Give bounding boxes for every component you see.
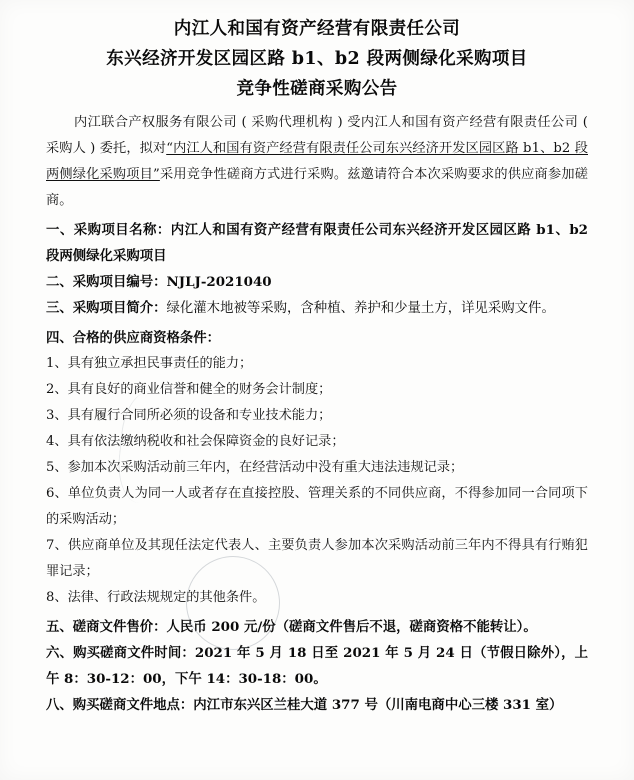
section-project-name: [46, 217, 588, 269]
qualification-item-7: 7、供应商单位及其现任法定代表人、主要负责人参加本次采购活动前三年内不得具有行贿犯罪记录；: [46, 538, 588, 579]
qualification-item-1: 1、具有独立承担民事责任的能力；: [46, 356, 253, 371]
document-title-line-3: 竞争性磋商采购公告: [236, 79, 398, 99]
section-purchase-time-value: 2021 年 5 月 18 日至 2021 年 5 月 24 日（节假日除外），上午 8：30-12：00，下午 14：30-18：00。: [46, 645, 589, 687]
qualification-item-8: 8、法律、行政法规规定的其他条件。: [46, 590, 266, 605]
section-project-brief: [46, 295, 588, 322]
document-title-line-2: 东兴经济开发区园区路 b1、b2 段两侧绿化采购项目: [106, 49, 528, 69]
section-project-name-value: 内江人和国有资产经营有限责任公司东兴经济开发区园区路 b1、b2 段两侧绿化采购项目: [46, 222, 588, 264]
intro-project-name-underlined: “内江人和国有资产经营有限责任公司东兴经济开发区园区路 b1、b2 段两侧绿化采购项目”: [46, 141, 588, 182]
qualification-item-5: 5、参加本次采购活动前三年内，在经营活动中没有重大违法违规记录；: [46, 460, 464, 475]
section-document-price-value: 人民币 200 元/份（磋商文件售后不退，磋商资格不能转让）。: [166, 619, 537, 635]
section-project-number: [46, 269, 588, 295]
qualification-item-3: 3、具有履行合同所必须的设备和专业技术能力；: [46, 408, 332, 423]
section-project-brief-heading: 三、采购项目简介：: [46, 300, 167, 316]
intro-part-2: 采用竞争性磋商方式进行采购。兹邀请符合本次采购要求的供应商参加磋商。: [46, 167, 588, 208]
intro-paragraph: [46, 110, 588, 214]
intro-part-1: 内江联合产权服务有限公司 ( 采购代理机构 ) 受内江人和国有资产经营有限责任公司 ( 采购人 ) 委托，拟对: [46, 115, 588, 156]
section-project-brief-value: 绿化灌木地被等采购，含种植、养护和少量土方，详见采购文件。: [166, 301, 555, 316]
qualification-item-6: 6、单位负责人为同一人或者存在直接控股、管理关系的不同供应商，不得参加同一合同项下的采购活动；: [46, 486, 588, 527]
document-title-block: [46, 14, 588, 104]
document-title-line-1: 内江人和国有资产经营有限责任公司: [173, 19, 461, 39]
section-project-name-heading: 一、采购项目名称：: [46, 222, 171, 238]
qualification-item-2: 2、具有良好的商业信誉和健全的财务会计制度；: [46, 382, 332, 397]
section-purchase-place-value: 内江市东兴区兰桂大道 377 号（川南电商中心三楼 331 室）: [193, 697, 563, 713]
section-qualification-heading: 四、合格的供应商资格条件：: [46, 330, 221, 346]
section-purchase-time: [46, 640, 588, 692]
section-purchase-place-heading: 八、购买磋商文件地点：: [46, 697, 194, 713]
qualification-item-4: 4、具有依法缴纳税收和社会保障资金的良好记录；: [46, 434, 345, 449]
section-project-number-value: NJLJ-2021040: [166, 274, 272, 290]
section-document-price: [46, 614, 588, 640]
section-project-number-heading: 二、采购项目编号：: [46, 274, 167, 290]
section-document-price-heading: 五、磋商文件售价：: [46, 619, 167, 635]
section-purchase-place: [46, 692, 588, 718]
section-purchase-time-heading: 六、购买磋商文件时间：: [46, 645, 195, 661]
